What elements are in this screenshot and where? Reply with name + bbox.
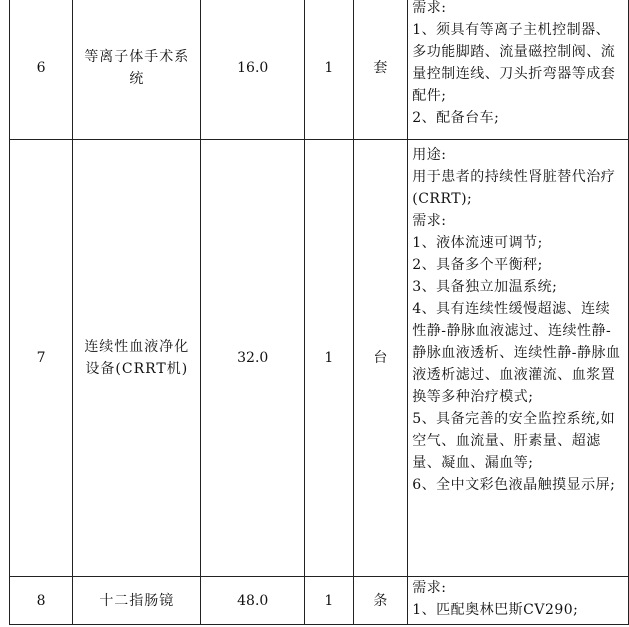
req-line: 1、须具有等离子主机控制器、多功能脚踏、流量磁控制阀、流量控制连线、刀头折弯器等成套配件; bbox=[412, 22, 616, 104]
row-number: 8 bbox=[10, 577, 73, 625]
item-name: 十二指肠镜 bbox=[73, 577, 201, 625]
budget-amount: 32.0 bbox=[201, 140, 305, 577]
table-row bbox=[10, 140, 629, 577]
row-number: 6 bbox=[10, 0, 73, 140]
req-line: 1、液体流速可调节; bbox=[412, 235, 543, 251]
item-name: 连续性血液净化设备(CRRT机) bbox=[73, 140, 201, 577]
req-line: 4、具有连续性缓慢超滤、连续性静-静脉血液滤过、连续性静-静脉血液透析、连续性静-静脉血液透析滤过、血液灌流、血浆置换等多种治疗模式; bbox=[412, 301, 621, 405]
req-line: 需求: bbox=[412, 213, 447, 229]
unit: 条 bbox=[353, 577, 408, 625]
requirements-cell bbox=[408, 577, 629, 625]
req-line: 需求: bbox=[412, 580, 447, 596]
req-line: 需求: bbox=[412, 0, 447, 16]
req-line: 2、具备多个平衡秤; bbox=[412, 257, 543, 273]
item-name: 等离子体手术系统 bbox=[73, 0, 201, 140]
req-line: 6、全中文彩色液晶触摸显示屏; bbox=[412, 477, 616, 493]
unit: 套 bbox=[353, 0, 408, 140]
req-line: 3、具备独立加温系统; bbox=[412, 279, 558, 295]
row-number: 7 bbox=[10, 140, 73, 577]
procurement-table bbox=[9, 0, 629, 625]
req-line: 2、配备台车; bbox=[412, 110, 500, 126]
req-line: 用于患者的持续性肾脏替代治疗(CRRT); bbox=[412, 169, 616, 207]
req-line: 用途: bbox=[412, 147, 447, 163]
budget-amount: 48.0 bbox=[201, 577, 305, 625]
unit: 台 bbox=[353, 140, 408, 577]
req-line: 5、具备完善的安全监控系统,如空气、血流量、肝素量、超滤量、凝血、漏血等; bbox=[412, 411, 616, 471]
table-row bbox=[10, 0, 629, 140]
requirements-cell bbox=[408, 140, 629, 577]
table-row bbox=[10, 577, 629, 625]
requirements-cell bbox=[408, 0, 629, 140]
quantity: 1 bbox=[304, 577, 353, 625]
budget-amount: 16.0 bbox=[201, 0, 305, 140]
quantity: 1 bbox=[304, 140, 353, 577]
req-line: 1、匹配奥林巴斯CV290; bbox=[412, 602, 579, 618]
quantity: 1 bbox=[304, 0, 353, 140]
